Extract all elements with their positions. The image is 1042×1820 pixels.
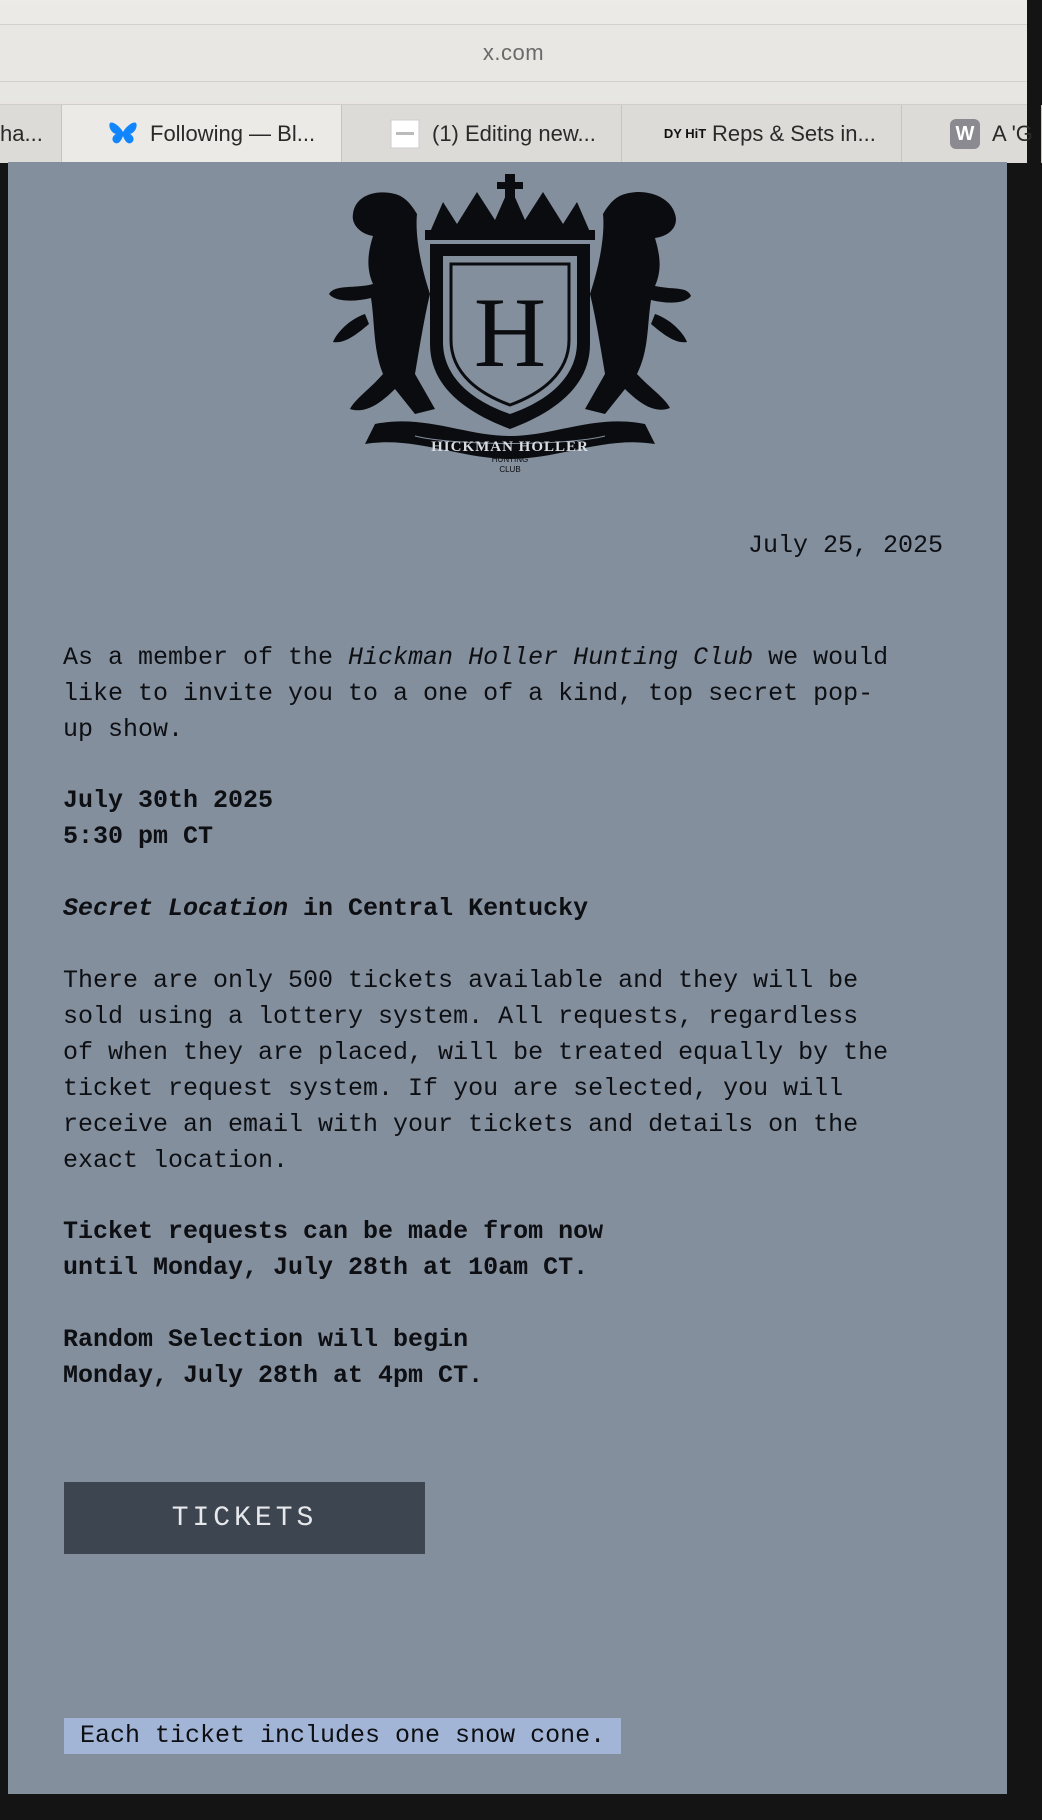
hunting-club-crest-logo <box>325 174 695 474</box>
page-thumbnail-icon <box>390 119 420 149</box>
tab-1[interactable] <box>0 105 62 163</box>
request-window: Ticket requests can be made from now until Monday, July 28th at 10am CT. <box>63 1217 604 1282</box>
tickets-button[interactable]: TICKETS <box>64 1482 425 1554</box>
svg-text:CLUB: CLUB <box>499 465 521 474</box>
tab-label: Reps & Sets in... <box>712 121 876 146</box>
dyhit-icon: DY HiT <box>663 126 707 141</box>
svg-text:HICKMAN HOLLER: HICKMAN HOLLER <box>431 439 589 455</box>
tab-editing[interactable] <box>342 105 622 163</box>
tab-label: ha... <box>0 121 43 146</box>
svg-text:HUNTING: HUNTING <box>491 455 529 464</box>
event-datetime <box>63 783 963 855</box>
letter-page <box>8 162 1007 1794</box>
butterfly-icon <box>108 119 138 149</box>
lottery-paragraph: There are only 500 tickets available and they will be sold using a lottery system. All requests, regardless of when they are placed, will be treated equally by the ticket request system. If you are selected, you will receive an email with your tickets and details on the exact location. <box>63 966 889 1175</box>
tab-label: (1) Editing new... <box>432 121 596 146</box>
event-date: July 30th 2025 <box>63 786 274 815</box>
tab-wikipedia[interactable] <box>902 105 1042 163</box>
w-icon: W <box>950 119 980 149</box>
tab-label: Following — Bl... <box>150 121 316 146</box>
invitation-paragraph: As a member of the Hickman Holler Hunting Club we would like to invite you to a one of a kind, top secret pop- up show. <box>63 643 889 744</box>
url-text: x.com <box>482 40 545 65</box>
svg-text:H: H <box>473 277 547 388</box>
tab-reps-sets[interactable] <box>622 105 902 163</box>
address-bar[interactable] <box>0 24 1027 82</box>
event-location: Secret Location in Central Kentucky <box>63 894 589 923</box>
club-name: Hickman Holler Hunting Club <box>348 643 754 672</box>
snow-cone-note: Each ticket includes one snow cone. <box>64 1718 621 1754</box>
event-time: 5:30 pm CT <box>63 822 214 851</box>
tab-bluesky[interactable] <box>62 105 342 163</box>
tab-strip <box>0 104 1033 163</box>
tab-label: A 'G <box>992 121 1033 146</box>
letter-date: July 25, 2025 <box>747 531 943 560</box>
browser-chrome <box>0 0 1033 162</box>
selection-time: Random Selection will begin Monday, July 28th at 4pm CT. <box>63 1325 484 1390</box>
